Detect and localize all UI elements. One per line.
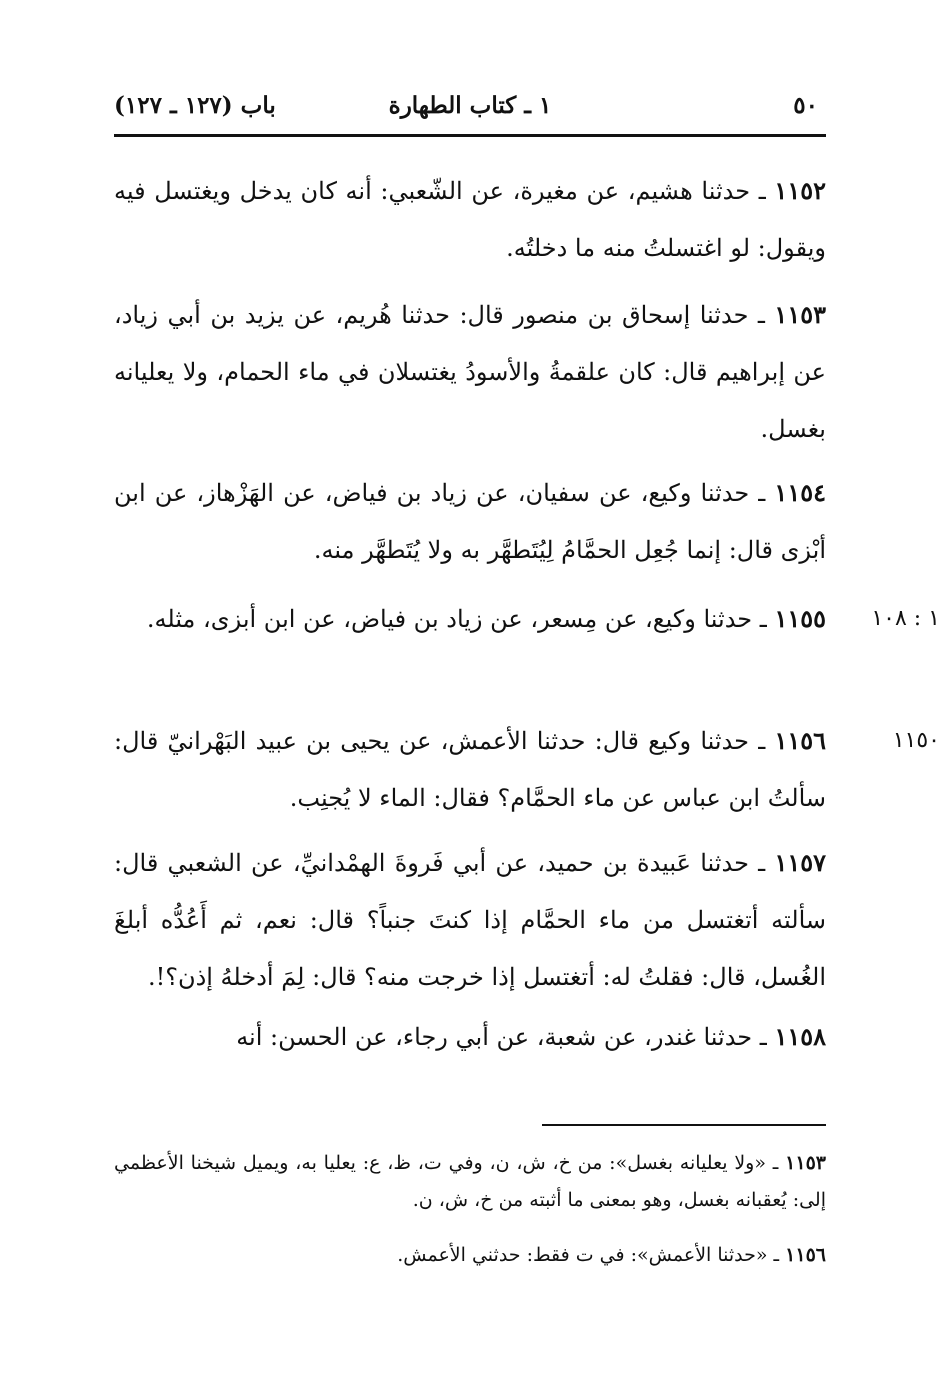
footnote-number: ١١٥٦: [785, 1244, 826, 1266]
page-header: [114, 88, 826, 128]
hadith-number: ١١٥٣: [774, 300, 826, 329]
hadith-text: ـ حدثنا هشيم، عن مغيرة، عن الشّعبي: أنه كان يدخل ويغتسل فيه ويقول: لو اغتسلتُ منه ما دخلتُه.: [114, 177, 826, 262]
footnote-1153: [114, 1145, 826, 1219]
hadith-1152: [114, 162, 826, 277]
hadith-number: ١١٥٤: [774, 478, 826, 507]
footnote-text: ـ «حدثنا الأعمش»: في ت فقط: حدثني الأعمش.: [397, 1244, 780, 1266]
hadith-text: ـ حدثنا غندر، عن شعبة، عن أبي رجاء، عن الحسن: أنه: [236, 1023, 767, 1051]
hadith-number: ١١٥٧: [774, 848, 826, 877]
margin-cross-reference: ١١٥٠: [892, 728, 940, 753]
footnote-rule: [542, 1124, 826, 1126]
hadith-number: ١١٥٦: [774, 726, 826, 755]
hadith-1155: [114, 590, 826, 648]
hadith-number: ١١٥٥: [774, 604, 826, 633]
margin-reference: ١ : ١٠٨: [871, 606, 940, 631]
chapter-title: باب (١٢٧ ـ ١٢٧): [114, 92, 276, 119]
hadith-number: ١١٥٨: [774, 1022, 826, 1051]
hadith-1158: [114, 1008, 826, 1066]
book-title: ١ ـ كتاب الطهارة: [388, 92, 552, 119]
hadith-1154: [114, 464, 826, 579]
hadith-text: ـ حدثنا وكيع قال: حدثنا الأعمش، عن يحيى بن عبيد البَهْرانيّ قال: سألتُ ابن عباس عن ماء الحمَّام؟ فقال: الماء لا يُجنِب.: [114, 727, 826, 812]
hadith-text: ـ حدثنا وكيع، عن سفيان، عن زياد بن فياض، عن الهَزْهاز، عن ابن أبْزى قال: إنما جُعِل الحمَّامُ لِيُتَطهَّر به ولا يُتَطهَّر منه.: [114, 479, 826, 564]
hadith-1153: [114, 286, 826, 458]
page-number: ٥٠: [793, 92, 818, 119]
header-rule: [114, 134, 826, 137]
hadith-number: ١١٥٢: [774, 176, 826, 205]
footnote-number: ١١٥٣: [785, 1152, 826, 1174]
footnote-text: ـ «ولا يعليانه بغسل»: من خ، ش، ن، وفي ت، ظ، ع: يعليا به، ويميل شيخنا الأعظمي إلى: يُعقبانه بغسل، وهو بمعنى ما أثبته من خ، ش، ن.: [114, 1152, 826, 1211]
hadith-1157: [114, 834, 826, 1006]
hadith-text: ـ حدثنا عَبيدة بن حميد، عن أبي فَروةَ الهمْدانيِّ، عن الشعبي قال: سألته أتغتسل من ماء الحمَّام إذا كنتَ جنباً؟ قال: نعم، ثم أَعُدُّه أبلغَ الغُسل، قال: فقلتُ له: أتغتسل إذا خرجت منه؟ قال: لِمَ أدخلهُ إذن؟!.: [114, 849, 826, 991]
hadith-text: ـ حدثنا إسحاق بن منصور قال: حدثنا هُريم، عن يزيد بن أبي زياد، عن إبراهيم قال: كان علقمةُ والأسودُ يغتسلان في ماء الحمام، ولا يعليانه بغسل.: [114, 301, 826, 443]
footnote-1156: [114, 1237, 826, 1274]
hadith-text: ـ حدثنا وكيع، عن مِسعر، عن زياد بن فياض، عن ابن أبزى، مثله.: [146, 605, 767, 633]
hadith-1156: [114, 712, 826, 827]
